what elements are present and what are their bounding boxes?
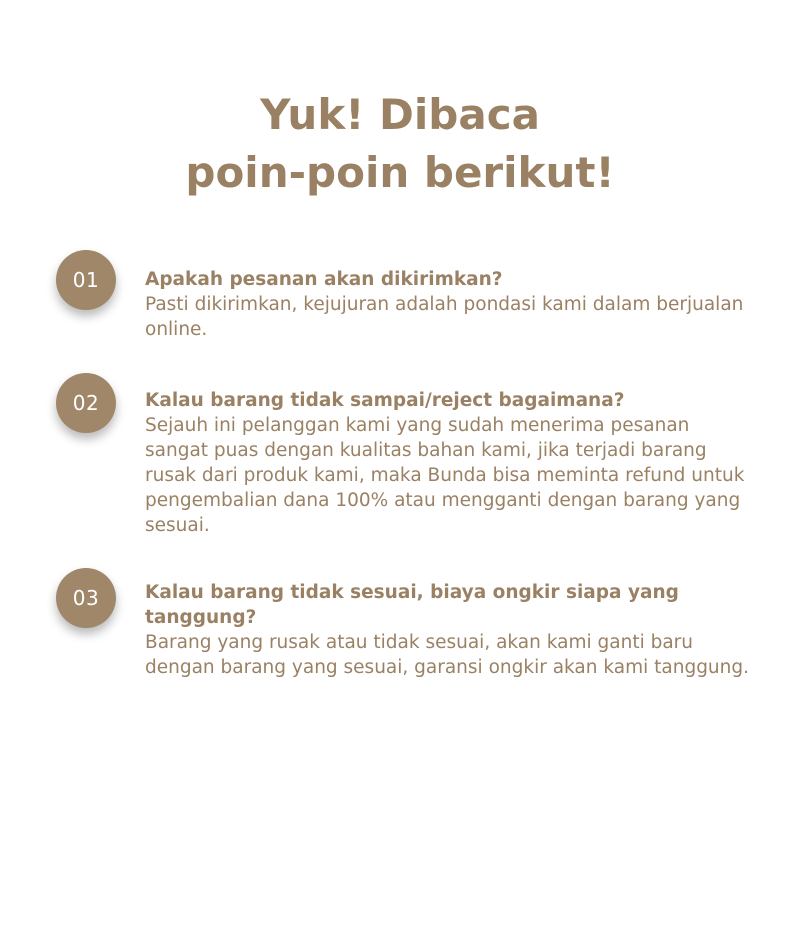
number-badge-1: 01: [56, 250, 116, 310]
faq-text-2: [145, 388, 750, 538]
faq-text-3: [145, 580, 750, 680]
faq-answer-3: Barang yang rusak atau tidak sesuai, akan kami ganti baru dengan barang yang sesuai, garansi ongkir akan kami tanggung.: [145, 632, 750, 678]
title-line-1: Yuk! Dibaca: [260, 90, 540, 139]
faq-text-1: [145, 267, 750, 342]
faq-question-1: Apakah pesanan akan dikirimkan?: [145, 269, 503, 290]
title-line-2: poin-poin berikut!: [185, 148, 615, 197]
page-title: [0, 86, 800, 202]
faq-question-3: Kalau barang tidak sesuai, biaya ongkir siapa yang tanggung?: [145, 582, 679, 628]
number-badge-2: 02: [56, 373, 116, 433]
faq-answer-1: Pasti dikirimkan, kejujuran adalah pondasi kami dalam berjualan online.: [145, 294, 744, 340]
faq-question-2: Kalau barang tidak sampai/reject bagaimana?: [145, 390, 625, 411]
number-badge-3: 03: [56, 568, 116, 628]
faq-answer-2: Sejauh ini pelanggan kami yang sudah menerima pesanan sangat puas dengan kualitas bahan kami, jika terjadi barang rusak dari produk kami, maka Bunda bisa meminta refund untuk pengembalian dana 100% atau mengganti dengan barang yang sesuai.: [145, 415, 745, 536]
